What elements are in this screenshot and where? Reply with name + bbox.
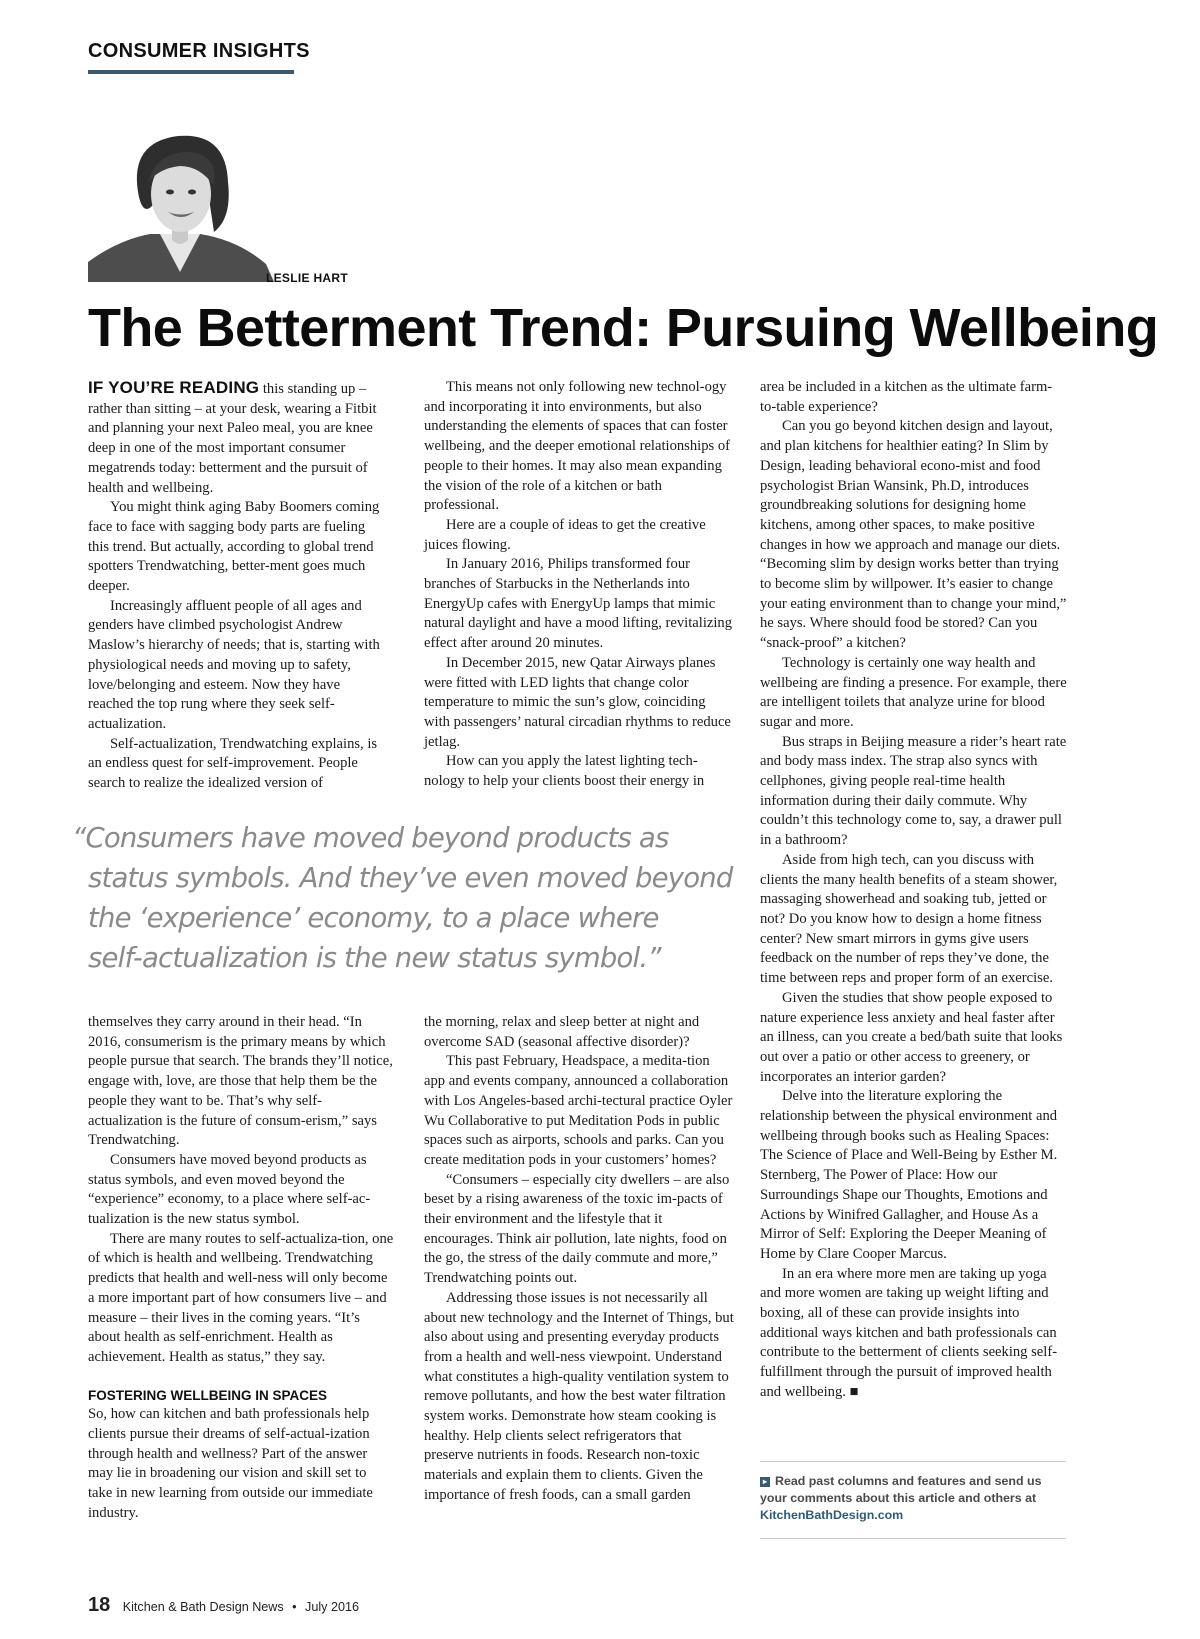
paragraph: In an era where more men are taking up yoga and more women are taking up weight lifting and boxing, all of these can provide insights into additional ways kitchen and bath professionals can contribute to the betterment of clients seeking self-fulfillment through the pursuit of improved health and wellbeing. ■ [760, 1265, 1058, 1400]
author-portrait [88, 122, 274, 282]
publication-name: Kitchen & Bath Design News [122, 1600, 284, 1614]
author-byline: LESLIE HART [266, 271, 348, 285]
arrow-box-icon: ▸ [760, 1477, 770, 1487]
paragraph: So, how can kitchen and bath professionals help clients pursue their dreams of self-actual-ization through health and wellness? Part of the answer may lie in broadening our vision and skill set to take in new learning from outside our immediate industry. [88, 1406, 373, 1521]
column-1-top [88, 378, 388, 794]
pull-quote-line: “Consumers have moved beyond products as [72, 822, 669, 854]
paragraph: the morning, relax and sleep better at night and overcome SAD (seasonal affective disorder)? [424, 1014, 700, 1050]
paragraph: Bus straps in Beijing measure a rider’s heart rate and body mass index. The strap also syncs with cellphones, giving people real-time health information during their daily commute. Why couldn’t this technology come to, say, a drawer pull in a bathroom? [760, 733, 1067, 849]
pull-quote [72, 818, 732, 978]
paragraph: area be included in a kitchen as the ultimate farm-to-table experience? [760, 379, 1053, 415]
issue-date: July 2016 [305, 1600, 359, 1614]
cta-text: Read past columns and features and send us your comments about this article and others at [760, 1474, 1042, 1505]
paragraph: Addressing those issues is not necessarily all about new technology and the Internet of Things, but also about using and presenting everyday products from a health and well-ness viewpoint. Understand what constitutes a high-quality ventilation system to remove pollutants, and how the best water filtration system works. Demonstrate how steam cooking is healthy. Help clients select refrigerators that preserve nutrients in foods. Research non-toxic materials and explain them to clients. Given the importance of fresh foods, can a small garden [424, 1289, 734, 1503]
page-footer [88, 1594, 359, 1617]
paragraph: “Consumers – especially city dwellers – are also beset by a rising awareness of the toxic im-pacts of their environment and the lifestyle that it encourages. Think air pollution, late nights, food on the go, the stress of the daily commute and more,” Trendwatching points out. [424, 1171, 730, 1287]
section-rule [88, 70, 294, 74]
paragraph: themselves they carry around in their head. “In 2016, consumerism is the primary means by which people pursue that search. The brands they’ll notice, engage with, love, are those that help them be the people they want to be. That’s why self-actualization is the future of consum-erism,” says Trendwatching. [88, 1014, 393, 1149]
paragraph: This means not only following new technol-ogy and incorporating it into environments, but also understanding the elements of spaces that can foster wellbeing, and the deeper emotional relationships of people to their homes. It may also mean expanding the vision of the role of a kitchen or bath professional. [424, 379, 730, 514]
section-subhead: FOSTERING WELLBEING IN SPACES [88, 1387, 328, 1403]
pull-quote-line: self-actualization is the new status symbol.” [88, 942, 661, 974]
paragraph: Aside from high tech, can you discuss with clients the many health benefits of a steam shower, massaging showerhead and soaking tub, jetted or not? Do you know how to design a home fitness center? New smart mirrors in gyms give users feedback on the number of reps they’ve done, the time between reps and proper form of an exercise. [760, 851, 1058, 987]
paragraph: You might think aging Baby Boomers coming face to face with sagging body parts are fueling this trend. But actually, according to global trend spotters Trendwatching, better-ment goes much deeper. [88, 499, 380, 595]
paragraph: Can you go beyond kitchen design and layout, and plan kitchens for healthier eating? In Slim by Design, leading behavioral econo-mist and food psychologist Brian Wansink, Ph.D, introduces groundbreaking solutions for designing home kitchens, among other spaces, to make positive changes in how we approach and manage our diets. “Becoming slim by design works better than trying to become slim by willpower. It’s easier to change your eating environment than to change your mind,” he says. Where should food be stored? Can you “snack-proof” a kitchen? [760, 418, 1067, 652]
lead-in: IF YOU’RE READING [88, 378, 260, 397]
paragraph: In December 2015, new Qatar Airways planes were fitted with LED lights that change color temperature to mimic the sun’s glow, coinciding with passengers’ natural circadian rhythms to reduce jetlag. [424, 654, 731, 750]
paragraph: IF YOU’RE READING this standing up – rather than sitting – at your desk, wearing a Fitbit and planning your next Paleo meal, you are knee deep in one of the most important consumer megatrends today: betterment and the pursuit of health and wellbeing. [88, 378, 377, 496]
paragraph: Technology is certainly one way health and wellbeing are finding a presence. For example, there are intelligent toilets that analyze urine for blood sugar and more. [760, 654, 1067, 730]
paragraph: Delve into the literature exploring the relationship between the physical environment and wellbeing through books such as Healing Spaces: The Science of Place and Well-Being by Esther M. Sternberg, The Power of Place: How our Surroundings Shape our Thoughts, Emotions and Actions by Winifred Gallagher, and House As a Mirror of Self: Exploring the Deeper Meaning of Home by Clare Cooper Marcus. [760, 1088, 1058, 1262]
page-number: 18 [88, 1594, 111, 1616]
paragraph: Increasingly affluent people of all ages and genders have climbed psychologist Andrew Maslow’s hierarchy of needs; that is, starting with physiological needs and moving up to safety, love/belonging and esteem. Now they have reached the top rung where they seek self-actualization. [88, 597, 380, 732]
column-2-top [424, 378, 734, 792]
column-1-bottom [88, 1013, 394, 1524]
cta-divider-top [760, 1461, 1066, 1462]
paragraph: Here are a couple of ideas to get the creative juices flowing. [424, 516, 706, 553]
column-2-bottom [424, 1013, 734, 1506]
paragraph: How can you apply the latest lighting tech-nology to help your clients boost their energy in [424, 753, 705, 790]
article-headline: The Betterment Trend: Pursuing Wellbeing [88, 298, 1159, 358]
footer-separator: • [292, 1600, 297, 1614]
paragraph: In January 2016, Philips transformed four branches of Starbucks in the Netherlands into EnergyUp cafes with EnergyUp lamps that mimic natural daylight and have a mood lifting, revitalizing effect after around 20 minutes. [424, 556, 733, 652]
section-label: CONSUMER INSIGHTS [88, 40, 310, 62]
website-link[interactable]: KitchenBathDesign.com [760, 1508, 904, 1522]
paragraph: Self-actualization, Trendwatching explains, is an endless quest for self-improvement. People search to realize the idealized version of [88, 735, 378, 792]
paragraph: This past February, Headspace, a medita-tion app and events company, announced a collaboration with Los Angeles-based archi-tectural practice Oyler Wu Collaborative to put Meditation Pods in public spaces such as airports, schools and parks. Can you create meditation pods in your customers’ homes? [424, 1053, 733, 1168]
paragraph: Given the studies that show people exposed to nature experience less anxiety and heal faster after an illness, can you create a bed/bath suite that looks out over a patio or other access to greenery, or incorporates an interior garden? [760, 989, 1063, 1085]
cta-divider-bottom [760, 1538, 1066, 1539]
paragraph: Consumers have moved beyond products as status symbols, and even moved beyond the “experience” economy, to a place where self-ac-tualization is the new status symbol. [88, 1151, 371, 1228]
pull-quote-line: the ‘experience’ economy, to a place where [88, 902, 659, 934]
paragraph: There are many routes to self-actualiza-tion, one of which is health and wellbeing. Trendwatching predicts that health and well-ness will only become a more important part of how consumers live – and measure – their lives in the coming years. “It’s about health as self-enrichment. Health as achievement. Health as status,” they say. [88, 1230, 394, 1365]
cta-note [760, 1473, 1066, 1524]
pull-quote-line: status symbols. And they’ve even moved beyond [88, 862, 733, 894]
column-3 [760, 378, 1068, 1403]
